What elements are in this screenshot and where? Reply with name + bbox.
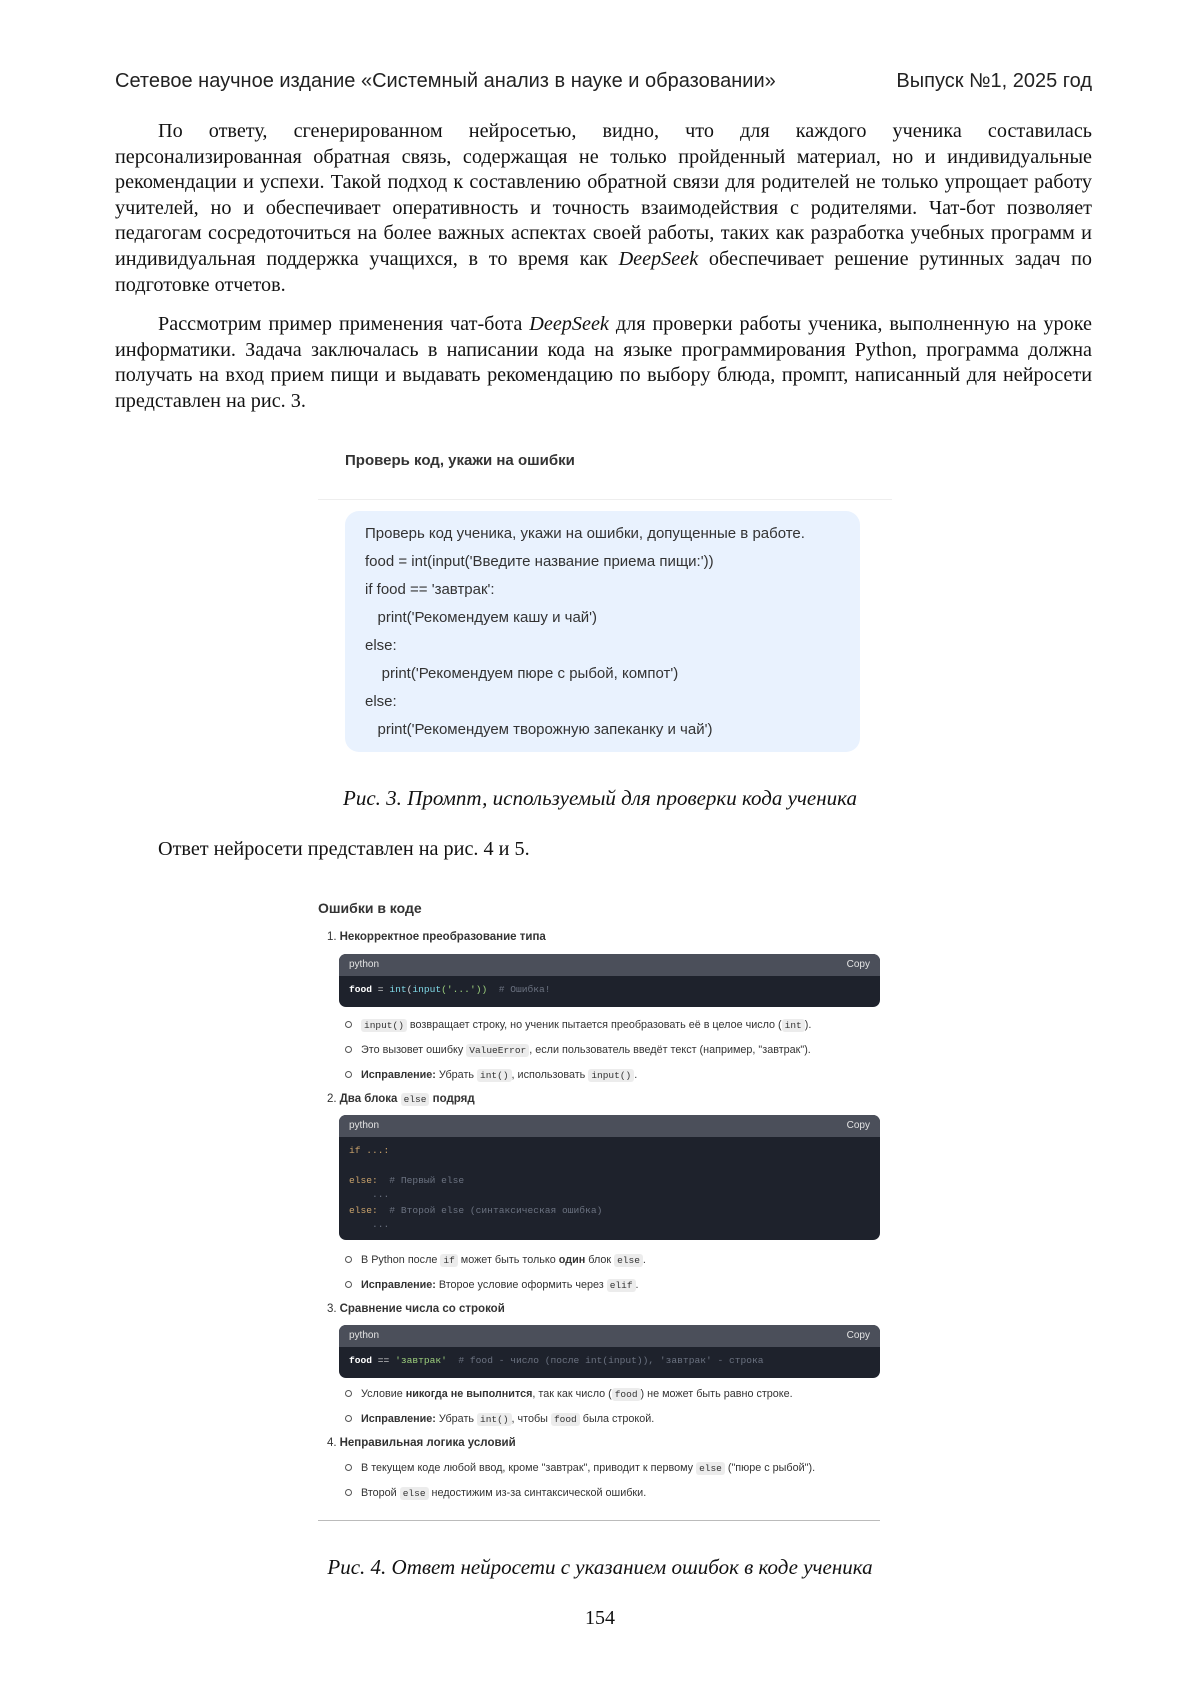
code-line: food = int(input('...')) # Ошибка! [349, 984, 551, 995]
prompt-line: print('Рекомендуем кашу и чай') [365, 609, 597, 626]
paragraph-1-tail: обеспечивает решение рутинных задач по подготовке отчетов. [115, 248, 1092, 296]
prompt-line: else: [365, 693, 397, 710]
running-header [115, 70, 1092, 98]
journal-title: Сетевое научное издание «Системный анализ в науке и образовании» [115, 70, 776, 93]
bullet: Это вызовет ошибку ValueError , если пользователь введёт текст (например, "завтрак"). [345, 1044, 811, 1056]
code-block-1 [339, 954, 880, 1007]
error-item-1: 1. Некорректное преобразование типа [327, 931, 546, 943]
code-line: else: # Первый else [349, 1175, 464, 1186]
bullet: input() возвращает строку, но ученик пытается преобразовать её в целое число ( int ). [345, 1019, 811, 1031]
copy-button[interactable]: Copy [847, 959, 870, 970]
error-item-3: 3. Сравнение числа со строкой [327, 1303, 505, 1315]
deepseek-term: DeepSeek [529, 313, 609, 335]
divider [318, 499, 892, 500]
prompt-line: print('Рекомендуем пюре с рыбой, компот') [365, 665, 678, 682]
copy-button[interactable]: Copy [847, 1330, 870, 1341]
bullet: Второй else недостижим из-за синтаксической ошибки. [345, 1487, 646, 1499]
page-number: 154 [0, 1607, 1200, 1630]
code-line: else: # Второй else (синтаксическая ошибка) [349, 1205, 602, 1216]
code-language: python [349, 1120, 379, 1131]
code-line: ... [349, 1189, 389, 1200]
code-language: python [349, 959, 379, 970]
answer-heading: Ошибки в коде [318, 900, 422, 916]
deepseek-term: DeepSeek [619, 248, 699, 270]
paragraph-3: Ответ нейросети представлен на рис. 4 и 5. [115, 837, 1092, 863]
bullet: В текущем коде любой ввод, кроме "завтрак", приводит к первому else ("пюре с рыбой"). [345, 1462, 815, 1474]
paragraph-2-start: Рассмотрим пример применения чат-бота [158, 313, 529, 335]
paragraph-1-text: По ответу, сгенерированном нейросетью, видно, что для каждого ученика составилась персонализированная обратная связь, содержащая не только пройденный материал, но и индивидуальные рекомендации и успехи. Такой подход к составлению обратной связи для родителей не только упрощает работу учителей, но и обеспечивает оперативность и точность взаимодействия с родителями. Чат-бот позволяет педагогам сосредоточиться на более важных аспектах своей работы, таких как разработка учебных программ и индивидуальная поддержка учащихся, в то время как [115, 120, 1092, 270]
bullet: Условие никогда не выполнится, так как число ( food ) не может быть равно строке. [345, 1388, 793, 1400]
prompt-bubble [345, 511, 860, 752]
figure-4-caption: Рис. 4. Ответ нейросети с указанием ошибок в коде ученика [0, 1555, 1200, 1580]
error-item-4: 4. Неправильная логика условий [327, 1437, 516, 1449]
bullet: Исправление: Убрать int() , чтобы food была строкой. [345, 1413, 654, 1425]
divider [318, 1520, 880, 1521]
paragraph-2-rest: для проверки работы ученика, выполненную на уроке информатики. Задача заключалась в написании кода на языке программирования Python, программа должна получать на вход прием пищи и выдавать рекомендацию по выбору блюда, промпт, написанный для нейросети представлен на рис. 3. [115, 313, 1092, 412]
bullet: В Python после if может быть только один блок else . [345, 1254, 646, 1266]
prompt-line: if food == 'завтрак': [365, 581, 495, 598]
bullet: Исправление: Второе условие оформить через elif . [345, 1279, 639, 1291]
paragraph-2 [115, 312, 1092, 414]
paragraph-1 [115, 119, 1092, 298]
code-block-3 [339, 1325, 880, 1378]
copy-button[interactable]: Copy [847, 1120, 870, 1131]
bullet: Исправление: Убрать int() , использовать input() . [345, 1069, 637, 1081]
issue-number: Выпуск №1, 2025 год [896, 70, 1092, 93]
code-block-2 [339, 1115, 880, 1240]
prompt-line: print('Рекомендуем творожную запеканку и чай') [365, 721, 712, 738]
figure-3-caption: Рис. 3. Промпт, используемый для проверки кода ученика [0, 786, 1200, 811]
code-line: ... [349, 1219, 389, 1230]
prompt-line: Проверь код ученика, укажи на ошибки, допущенные в работе. [365, 525, 805, 542]
code-line: if ...: [349, 1145, 389, 1156]
prompt-title: Проверь код, укажи на ошибки [345, 452, 575, 469]
error-item-2: 2. Два блока else подряд [327, 1093, 475, 1105]
prompt-line: food = int(input('Введите название приема пищи:')) [365, 553, 714, 570]
prompt-line: else: [365, 637, 397, 654]
code-line: food == 'завтрак' # food - число (после int(input)), 'завтрак' - строка [349, 1355, 764, 1366]
code-language: python [349, 1330, 379, 1341]
